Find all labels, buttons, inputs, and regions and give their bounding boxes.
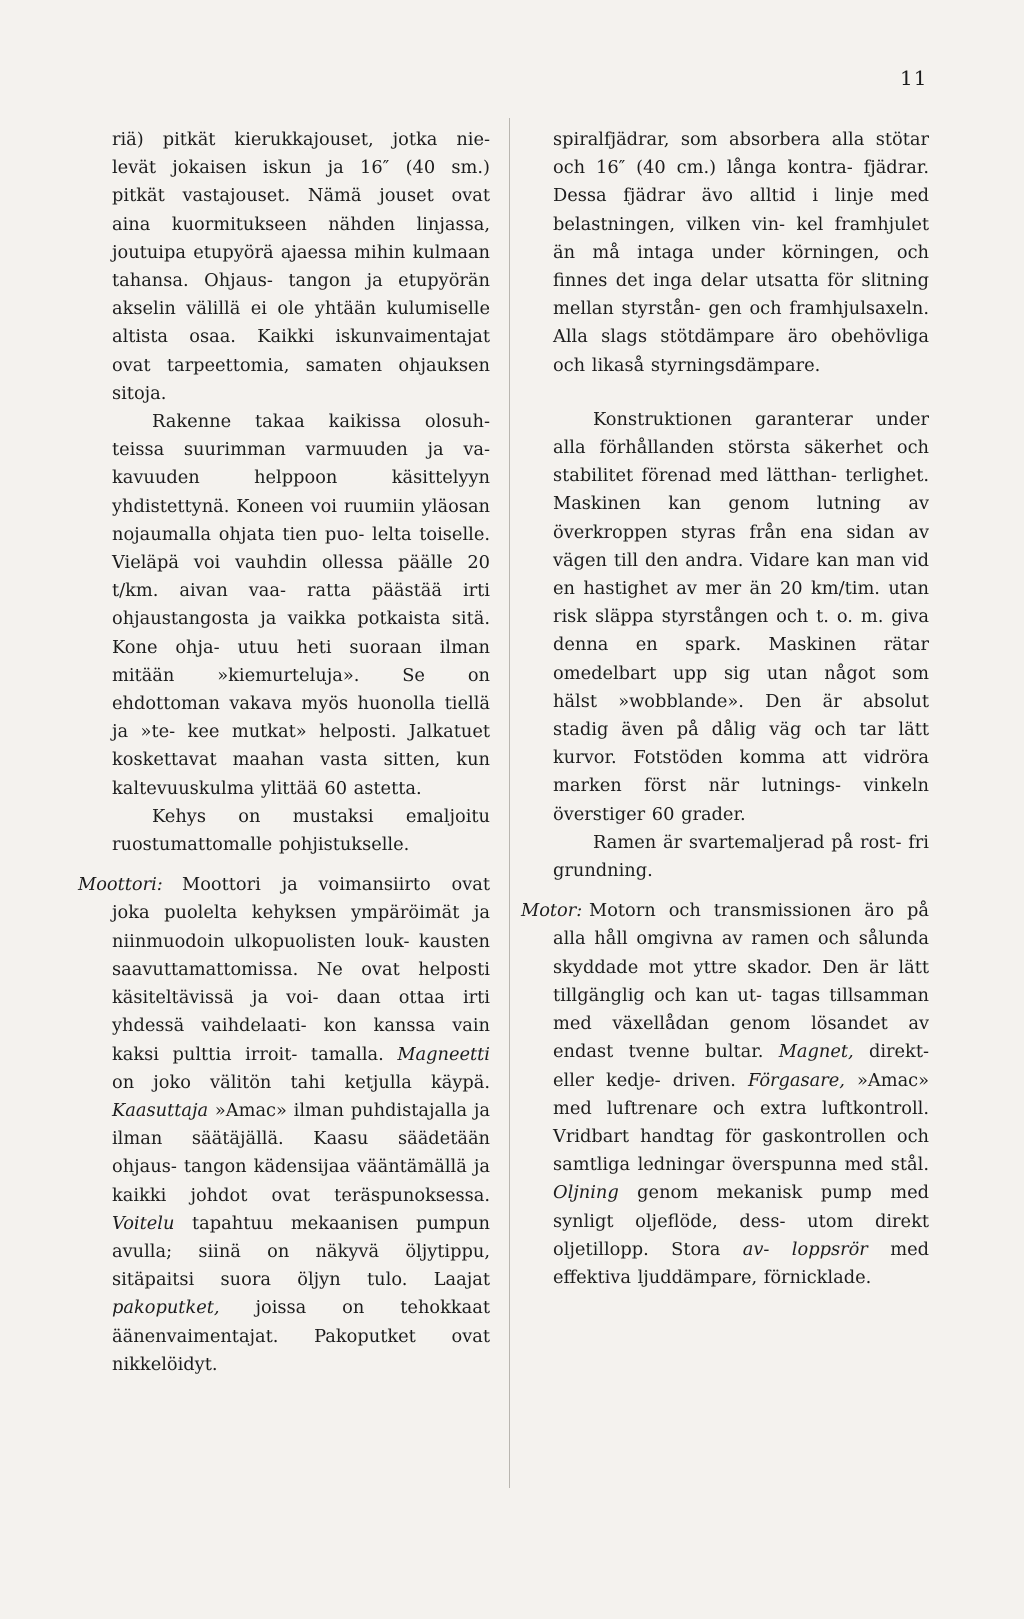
left-motor-section (78, 871, 490, 1379)
left-paragraph-2: Rakenne takaa kaikissa olosuh- teissa suurimman varmuuden ja va- kavuuden helppoon käsittelyyn yhdistettynä. Koneen voi ruumiin yläosan nojaumalla ohjata tien puo- lelta toiselle. Vieläpä voi vauhdin ollessa päälle 20 t/km. aivan vaa- ratta päästää irti ohjaustangosta ja vaikka potkaista sitä. Kone ohja- utuu heti suoraan ilman mitään »kiemurteluja». Se on ehdottoman vakava myös huonolla tiellä ja »te- kee mutkat» helposti. Jalkatuet koskettavat maahan vasta sitten, kun kaltevuuskulma ylittää 60 astetta. (112, 411, 490, 799)
right-motor-text-d: genom mekanisk pump med synligt oljeflöde, dess- utom direkt oljetillopp. Stora (553, 1182, 929, 1260)
right-motor-paragraph (553, 897, 929, 1292)
right-motor-section (521, 897, 930, 1292)
left-motor-text-c: »Amac» ilman puhdistajalla ja ilman säätäjällä. Kaasu säädetään ohjaus- tangon kädensijaa vääntämällä ja kaikki johdot ovat teräspunoksessa. (112, 1099, 490, 1206)
right-motor-text-a: Motorn och transmissionen äro på alla håll omgivna av ramen och sålunda skyddade mot yttre skador. Den är lätt tillgänglig och kan ut- tagas tillsamman med växellådan genom lösandet av endast tvenne bultar. (553, 900, 929, 1063)
left-motor-text-d: tapahtuu mekaanisen pumpun avulla; siinä on näkyvä öljytippu, sitäpaitsi suora öljyn tulo. Laajat (112, 1212, 490, 1291)
column-divider (509, 118, 510, 1488)
left-voitelu-term: Voitelu (112, 1212, 175, 1234)
left-motor-text-a: Moottori ja voimansiirto ovat joka puolelta kehyksen ympäröimät ja niinmuodoin ulkopuolisten louk- kausten saavuttamattomissa. Ne ovat helposti käsiteltävissä ja voi- daan ottaa irti yhdessä vaihdelaati- kon kanssa vain kaksi pulttia irroit- tamalla. (112, 874, 490, 1065)
right-magnet-term: Magnet, (778, 1041, 854, 1063)
right-paragraph-3: Ramen är svartemaljerad på rost- fri grundning. (553, 831, 929, 882)
left-motor-text-b: on joko välitön tahi ketjulla käypä. (112, 1071, 490, 1093)
right-paragraph-2: Konstruktionen garanterar under alla förhållanden största säkerhet och stabilitet förenad med lätthan- terlighet. Maskinen kan genom lutning av överkroppen styras från ena sidan av vägen till den andra. Vidare kan man vid en hastighet av mer än 20 km/tim. utan risk släppa styrstången och t. o. m. giva denna en spark. Maskinen rätar omedelbart upp sig utan något som hälst »wobblande». Den är absolut stadig även på dålig väg och tar lätt kurvor. Fotstöden komma att vidröra marken först när lutnings- vinkeln överstiger 60 grader. (553, 408, 929, 825)
left-column (78, 126, 490, 1379)
page-number: 11 (900, 66, 928, 90)
right-motor-text-b: direkt- eller kedje- driven. (553, 1041, 929, 1091)
left-motor-label: Moottori: (78, 874, 163, 896)
right-forgasare-term: Förgasare, (747, 1069, 845, 1091)
left-motor-text-e: joissa on tehokkaat äänenvaimentajat. Pakoputket ovat nikkelöidyt. (112, 1297, 490, 1375)
right-intro-paragraph: spiralfjädrar, som absorbera alla stötar och 16″ (40 cm.) långa kontra- fjädrar. Dessa fjädrar ävo alltid i linje med belastningen, vilken vin- kel framhjulet än må intaga under körningen, och finnes det inga delar utsatta för slitning mellan styrstån- gen och framhjulsaxeln. Alla slags stötdämpare äro obehövliga och likaså styrningsdämpare. (553, 129, 929, 376)
left-magneetti-term: Magneetti (397, 1043, 490, 1065)
right-column (521, 126, 930, 1292)
section-gap (112, 859, 490, 871)
paragraph-gap (553, 380, 929, 406)
right-avloppsror-term: av- loppsrör (742, 1238, 868, 1260)
left-intro-paragraph: riä) pitkät kierukkajouset, jotka nie- levät jokaisen iskun ja 16″ (40 sm.) pitkät vastajouset. Nämä jouset ovat aina kuormitukseen nähden linjassa, joutuipa etupyörä ajaessa mihin kulmaan tahansa. Ohjaus- tangon ja etupyörän akselin välillä ei ole yhtään kulumiselle altista osaa. Kaikki iskunvaimentajat ovat tarpeettomia, samaten ohjauksen sitoja. (112, 129, 490, 404)
right-oljning-term: Oljning (553, 1182, 619, 1204)
left-kaasuttaja-term: Kaasuttaja (112, 1099, 209, 1121)
left-motor-paragraph (112, 871, 490, 1379)
right-motor-text-e: med effektiva ljuddämpare, förnicklade. (553, 1238, 930, 1288)
left-pakoputket-term: pakoputket, (112, 1297, 220, 1319)
right-motor-text-c: »Amac» med luftrenare och extra luftkontroll. Vridbart handtag för gaskontrollen och samtliga ledningar överspunna med stål. (553, 1069, 930, 1176)
left-paragraph-3: Kehys on mustaksi emaljoitu ruostumattomalle pohjistukselle. (112, 805, 490, 856)
section-gap (553, 885, 929, 897)
right-motor-label: Motor: (521, 900, 583, 922)
